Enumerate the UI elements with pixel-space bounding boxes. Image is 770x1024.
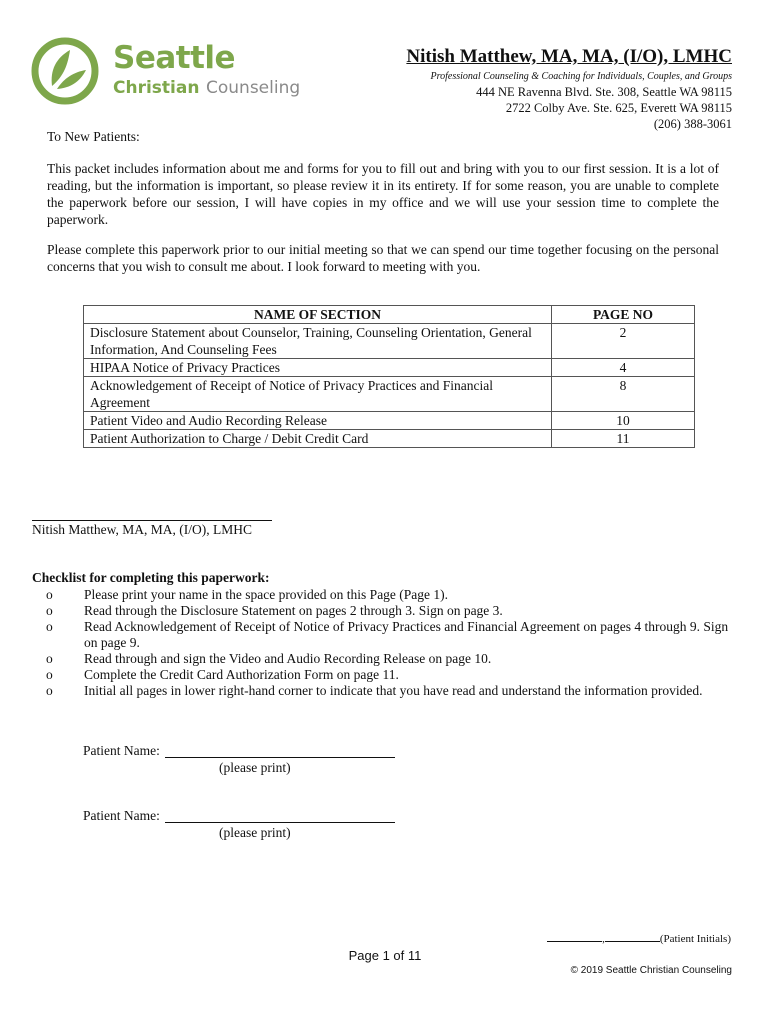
- checklist-item-text: Read through and sign the Video and Audio Recording Release on page 10.: [84, 651, 492, 666]
- patient-initials: [547, 931, 731, 945]
- initials-label: (Patient Initials): [659, 933, 731, 945]
- request-paragraph: Please complete this paperwork prior to our initial meeting so that we can spend our time together focusing on the personal concerns that you wish to consult me about. I look forward to meeting with you.: [47, 242, 719, 274]
- patient-name-label-1: Patient Name:: [83, 743, 160, 758]
- initials-separator: ,: [602, 933, 605, 945]
- page-number-cell: 10: [552, 412, 695, 430]
- patient-name-label-2: Patient Name:: [83, 808, 160, 823]
- column-header-section: NAME OF SECTION: [84, 306, 552, 324]
- bullet-icon: o: [46, 651, 53, 666]
- checklist-item-text: Initial all pages in lower right-hand corner to indicate that you have read and understand the information provided.: [84, 683, 703, 698]
- section-name: Patient Authorization to Charge / Debit Credit Card: [84, 430, 552, 448]
- bullet-icon: o: [46, 603, 53, 618]
- checklist-item-text: Complete the Credit Card Authorization Form on page 11.: [84, 667, 399, 682]
- bullet-icon: o: [46, 619, 53, 634]
- patient-name-field-1[interactable]: [165, 757, 395, 758]
- page-number-cell: 11: [552, 430, 695, 448]
- list-item: [32, 587, 732, 603]
- logo-word-seattle: Seattle: [113, 40, 236, 76]
- initials-field-2[interactable]: [605, 931, 660, 942]
- table-row: [84, 412, 695, 430]
- checklist-item-text: Please print your name in the space provided on this Page (Page 1).: [84, 587, 449, 602]
- initials-field-1[interactable]: [547, 931, 602, 942]
- list-item: [32, 667, 732, 683]
- tagline: Professional Counseling & Coaching for Individuals, Couples, and Groups: [430, 71, 732, 82]
- address-everett: 2722 Colby Ave. Ste. 625, Everett WA 98115: [505, 101, 732, 115]
- counselor-name: Nitish Matthew, MA, MA, (I/O), LMHC: [406, 46, 732, 67]
- table-row: [84, 359, 695, 377]
- address-seattle: 444 NE Ravenna Blvd. Ste. 308, Seattle WA 98115: [476, 85, 732, 99]
- list-item: [32, 619, 732, 651]
- intro-paragraph: This packet includes information about me and forms for you to fill out and bring with you to our first session. It is a lot of reading, but the information is important, so please review it in its entirety. If for some reason, you are unable to complete the paperwork before our session, I will have copies in my office and we will use your session time to complete the paperwork.: [47, 161, 719, 227]
- page-number: Page 1 of 11: [348, 948, 422, 963]
- signature-name: Nitish Matthew, MA, MA, (I/O), LMHC: [32, 522, 252, 537]
- logo-word-christian: Christian: [113, 78, 200, 98]
- page-number-cell: 2: [552, 324, 695, 359]
- section-name: Disclosure Statement about Counselor, Training, Counseling Orientation, General Information, And Counseling Fees: [84, 324, 552, 359]
- section-name: Patient Video and Audio Recording Release: [84, 412, 552, 430]
- signature-line[interactable]: [32, 520, 272, 521]
- page-number-cell: 8: [552, 377, 695, 412]
- page-number-cell: 4: [552, 359, 695, 377]
- list-item: [32, 651, 732, 667]
- bullet-icon: o: [46, 683, 53, 698]
- section-table: [83, 305, 695, 448]
- section-name: HIPAA Notice of Privacy Practices: [84, 359, 552, 377]
- patient-name-field-2[interactable]: [165, 822, 395, 823]
- table-row: [84, 430, 695, 448]
- list-item: [32, 683, 732, 699]
- checklist: [32, 587, 732, 699]
- table-row: [84, 324, 695, 359]
- bullet-icon: o: [46, 587, 53, 602]
- table-header-row: [84, 306, 695, 324]
- section-name: Acknowledgement of Receipt of Notice of Privacy Practices and Financial Agreement: [84, 377, 552, 412]
- salutation: To New Patients:: [47, 129, 140, 144]
- please-print-hint-2: (please print): [219, 825, 291, 840]
- checklist-title: Checklist for completing this paperwork:: [32, 570, 270, 585]
- copyright: © 2019 Seattle Christian Counseling: [570, 965, 732, 976]
- letterhead: [406, 46, 732, 132]
- phone-number: (206) 388-3061: [653, 117, 732, 131]
- checklist-item-text: Read through the Disclosure Statement on pages 2 through 3. Sign on page 3.: [84, 603, 503, 618]
- please-print-hint-1: (please print): [219, 760, 291, 775]
- checklist-item-text: Read Acknowledgement of Receipt of Notice of Privacy Practices and Financial Agreement on pages 4 through 9. Sign on page 9.: [84, 619, 729, 650]
- list-item: [32, 603, 732, 619]
- logo-word-counseling: Counseling: [206, 78, 301, 98]
- column-header-page: PAGE NO: [552, 306, 695, 324]
- bullet-icon: o: [46, 667, 53, 682]
- table-row: [84, 377, 695, 412]
